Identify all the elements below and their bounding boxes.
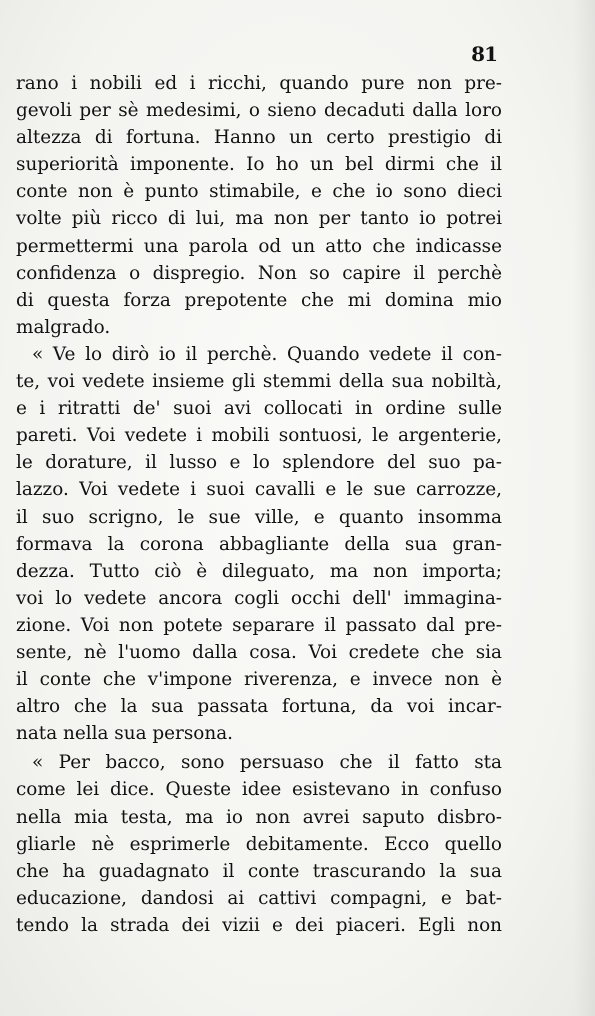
text-line: e i ritratti de' suoi avi collocati in ordine sulle — [16, 398, 502, 420]
text-line: le dorature, il lusso e lo splendore del suo pa- — [16, 452, 502, 474]
text-line: il suo scrigno, le sue ville, e quanto insomma — [16, 506, 502, 528]
text-line: nata nella sua persona. — [16, 723, 234, 745]
text-line: volte più ricco di lui, ma non per tanto io potrei — [16, 208, 502, 230]
text-line: zione. Voi non potete separare il passato dal pre- — [16, 614, 502, 636]
text-line: voi lo vedete ancora cogli occhi dell' immagina- — [16, 587, 502, 609]
text-line: superiorità imponente. Io ho un bel dirmi che il — [16, 154, 502, 176]
text-line: gevoli per sè medesimi, o sieno decaduti dalla loro — [16, 100, 502, 122]
text-line: sente, nè l'uomo dalla cosa. Voi credete che sia — [16, 641, 502, 663]
text-line: altro che la sua passata fortuna, da voi incar- — [16, 696, 502, 718]
text-line: il conte che v'impone riverenza, e invece non è — [16, 669, 502, 691]
page-number: 81 — [471, 42, 497, 66]
text-line: pareti. Voi vedete i mobili sontuosi, le argenterie, — [16, 425, 502, 447]
text-line: permettermi una parola od un atto che indicasse — [16, 235, 502, 257]
text-line: nella mia testa, ma io non avrei saputo disbro- — [16, 806, 502, 828]
text-line: te, voi vedete insieme gli stemmi della sua nobiltà, — [16, 371, 502, 393]
text-line: che ha guadagnato il conte trascurando la sua — [16, 860, 502, 882]
body-text — [16, 70, 502, 939]
text-line: confidenza o dispregio. Non so capire il perchè — [16, 262, 502, 284]
text-line: gliarle nè esprimerle debitamente. Ecco quello — [16, 833, 502, 855]
text-line: di questa forza prepotente che mi domina mio — [16, 289, 502, 311]
text-line: malgrado. — [16, 316, 111, 338]
text-line: conte non è punto stimabile, e che io sono dieci — [16, 181, 502, 203]
text-line: « Ve lo dirò io il perchè. Quando vedete il con- — [32, 343, 502, 365]
text-line: dezza. Tutto ciò è dileguato, ma non importa; — [16, 560, 502, 582]
text-line: educazione, dandosi ai cattivi compagni, e bat- — [16, 887, 502, 909]
text-line: lazzo. Voi vedete i suoi cavalli e le sue carrozze, — [16, 479, 502, 501]
text-line: formava la corona abbagliante della sua gran- — [16, 533, 502, 555]
text-line: tendo la strada dei vizii e dei piaceri. Egli non — [16, 914, 502, 936]
text-line: come lei dice. Queste idee esistevano in confuso — [16, 779, 502, 801]
text-line: « Per bacco, sono persuaso che il fatto sta — [32, 752, 502, 774]
text-line: altezza di fortuna. Hanno un certo prestigio di — [16, 127, 502, 149]
text-line: rano i nobili ed i ricchi, quando pure non pre- — [16, 73, 502, 94]
page-edge-shadow — [573, 0, 595, 1016]
